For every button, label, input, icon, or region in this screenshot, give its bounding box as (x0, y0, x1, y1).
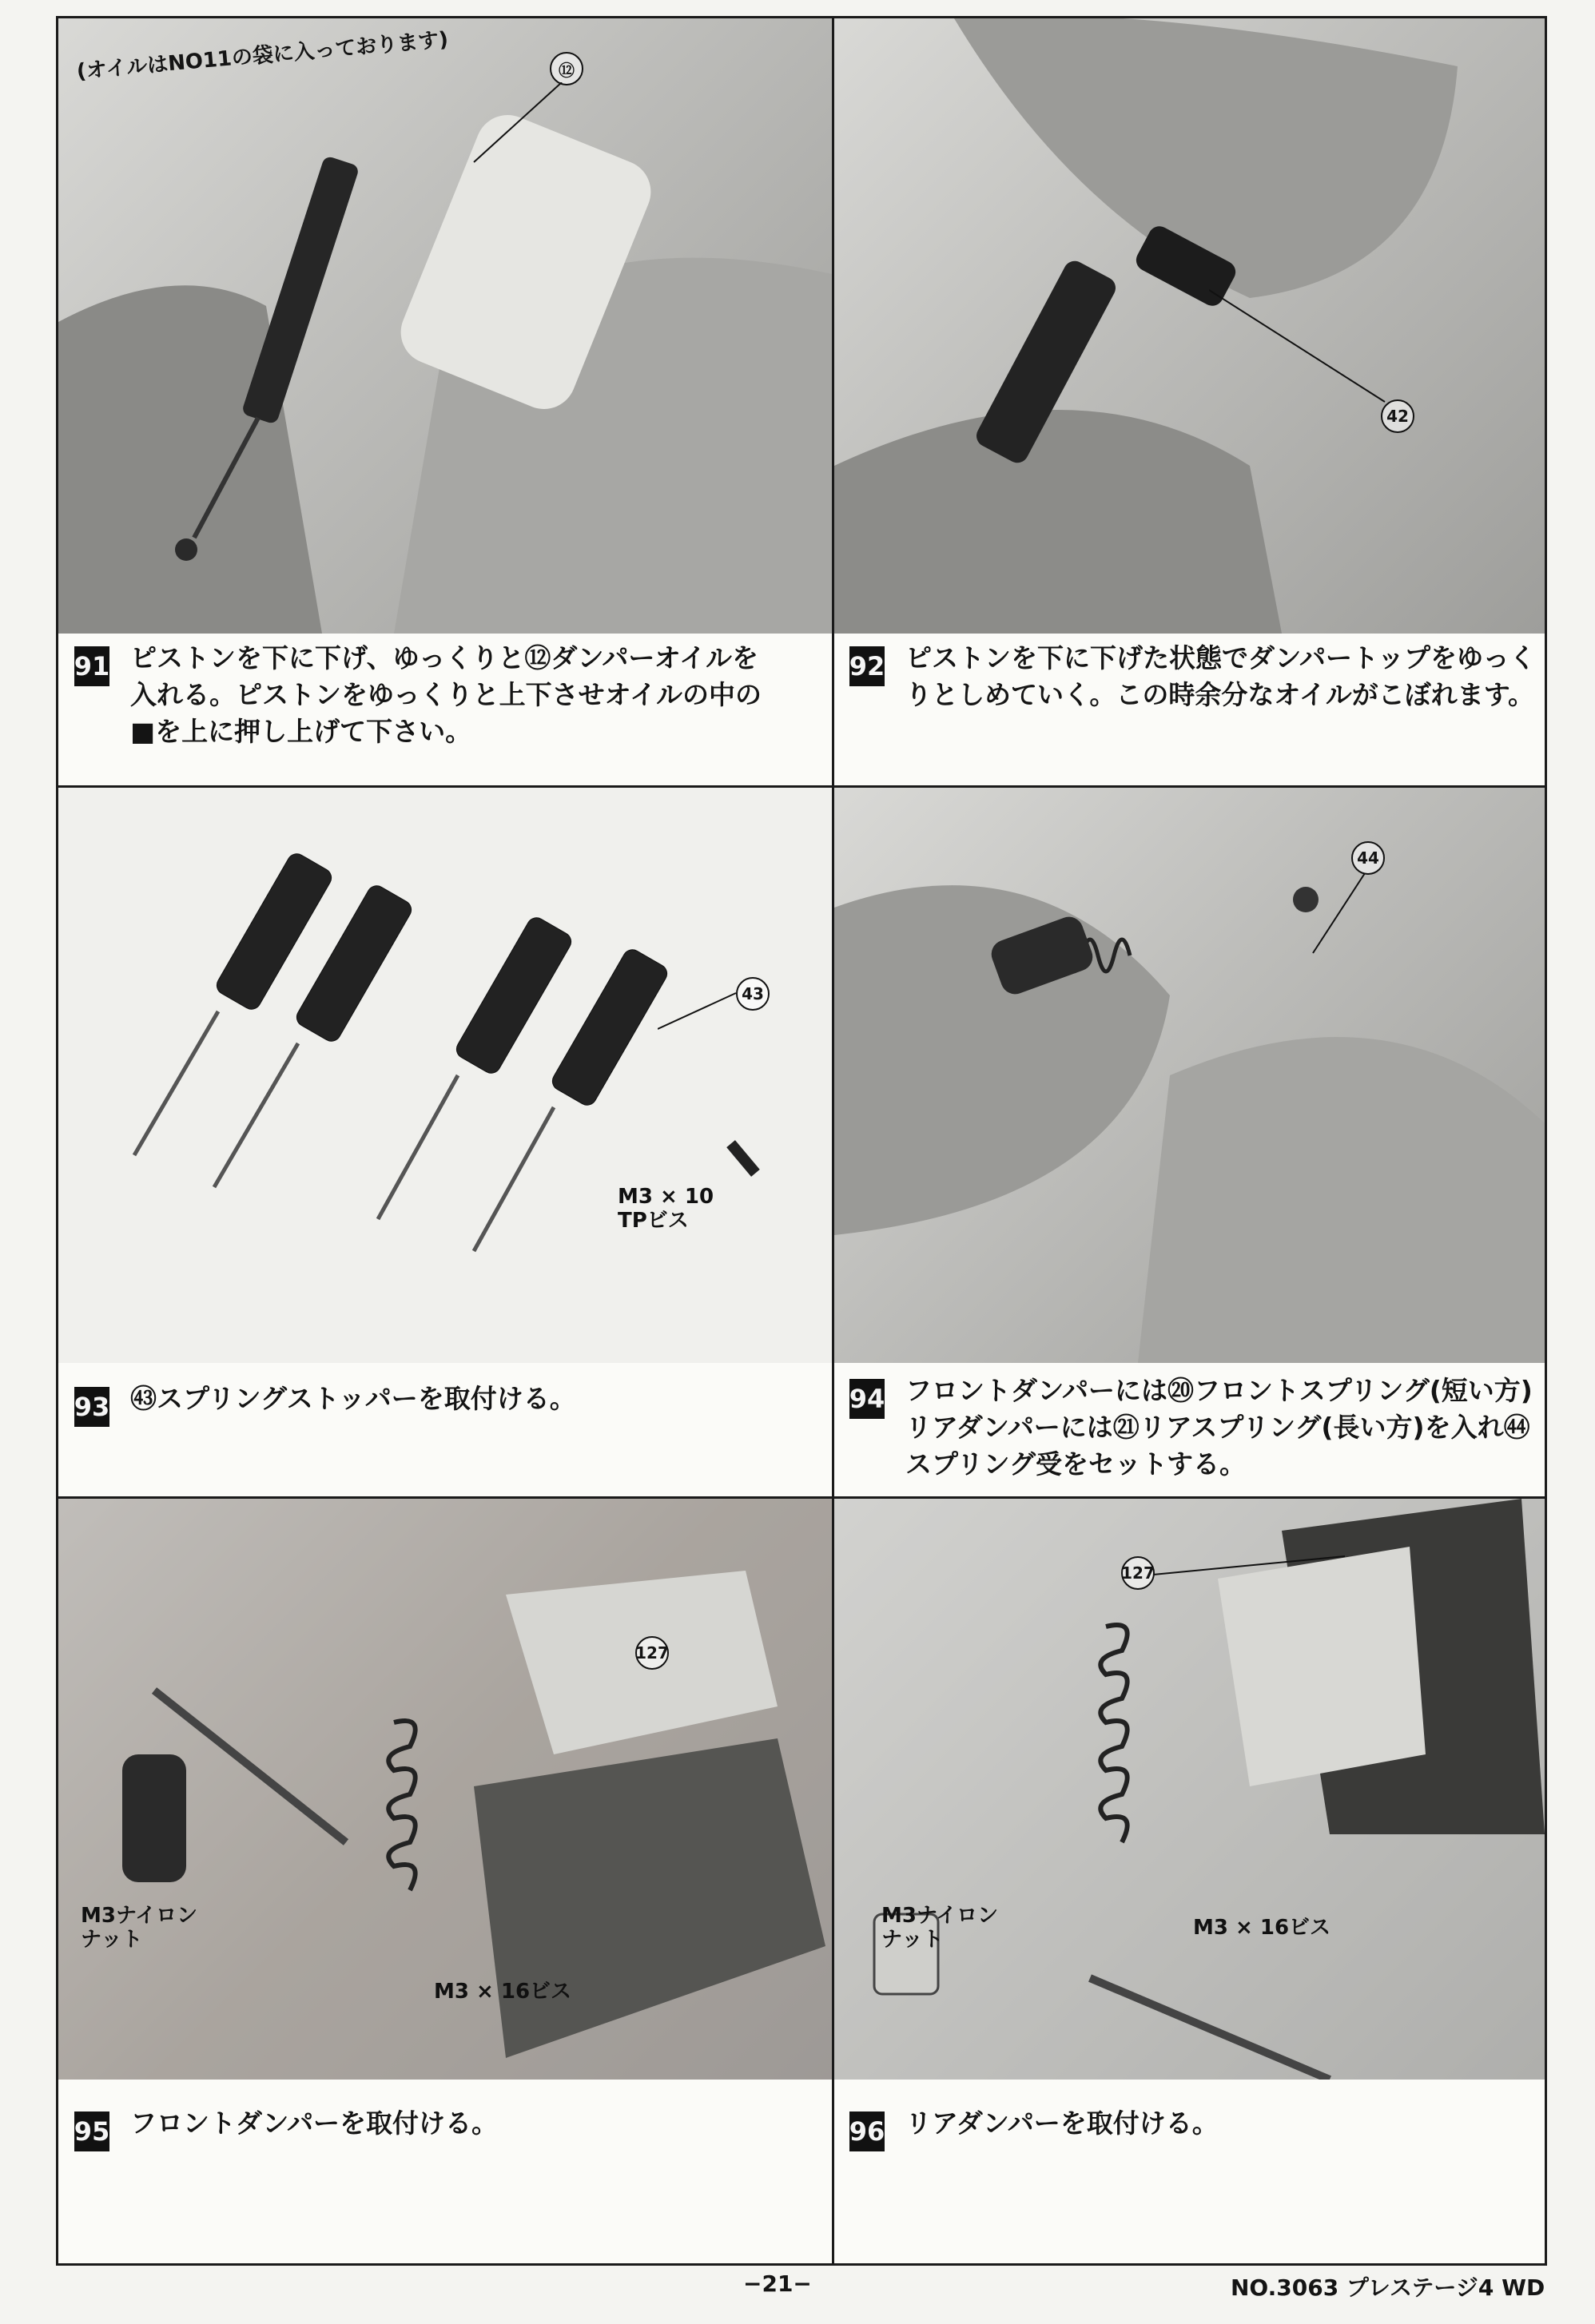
leader-line-44 (1305, 873, 1369, 961)
step-number-94: 94 (849, 1379, 885, 1419)
callout-m3-nylon-nut-rear: M3ナイロン ナット (881, 1904, 999, 1952)
manual-page (56, 16, 1547, 2266)
photo-step-92 (834, 18, 1545, 634)
step-text-96: リアダンパーを取付ける。 (905, 2107, 1219, 2139)
step-number-96: 96 (849, 2111, 885, 2151)
step-number-91: 91 (74, 646, 109, 686)
callout-m3-nylon-nut-front: M3ナイロン ナット (81, 1904, 198, 1952)
callout-m3x16-screw-front: M3 × 16ビス (434, 1980, 572, 2004)
step-text-94: フロントダンパーには⑳フロントスプリング(短い方) リアダンパーには㉑リアスプリング(長い方)を入れ㊹ スプリング受をセットする。 (905, 1375, 1533, 1480)
step-number-92: 92 (849, 646, 885, 686)
callout-m3x16-screw-rear: M3 × 16ビス (1193, 1916, 1331, 1940)
step-number-93: 93 (74, 1387, 109, 1427)
step-text-92: ピストンを下に下げた状態でダンパートップをゆっく りとしめていく。この時余分なオイルがこぼれます。 (905, 642, 1536, 710)
callout-43: 43 (736, 977, 770, 1011)
leader-line-127-rear (1153, 1552, 1353, 1584)
photo-step-91 (58, 18, 832, 634)
photo-step-93 (58, 788, 832, 1363)
model-name: NO.3063 プレステージ4 WD (1231, 2274, 1545, 2301)
step-text-93: ㊸スプリングストッパーを取付ける。 (130, 1383, 576, 1414)
step-94 (849, 1373, 1537, 1483)
step-text-95: フロントダンパーを取付ける。 (130, 2107, 499, 2139)
callout-42: 42 (1381, 399, 1414, 433)
leader-line-43 (658, 989, 738, 1037)
callout-44: 44 (1351, 841, 1385, 875)
step-96 (849, 2105, 1537, 2151)
step-95 (74, 2105, 809, 2151)
leader-line-42 (1209, 282, 1401, 410)
step-92 (849, 640, 1537, 713)
photo-step-94 (834, 788, 1545, 1363)
leader-line-122 (458, 82, 586, 178)
step-93 (74, 1380, 809, 1427)
step-number-95: 95 (74, 2111, 109, 2151)
step-text-91: ピストンを下に下げ、ゆっくりと⑫ダンパーオイルを 入れる。ピストンをゆっくりと上下させオイルの中の ■を上に押し上げて下さい。 (130, 642, 762, 747)
oil-bag-note: (オイルはNO11の袋に入っております) (75, 27, 450, 85)
callout-122: ⑫ (550, 52, 583, 85)
page-number: −21− (743, 2270, 812, 2297)
callout-127-rear: 127 (1121, 1556, 1155, 1590)
step-91 (74, 640, 809, 750)
photo-step-96 (834, 1499, 1545, 2080)
callout-127-front: 127 (635, 1636, 669, 1670)
callout-m3x10-tp-screw: M3 × 10 TPビス (618, 1185, 714, 1233)
